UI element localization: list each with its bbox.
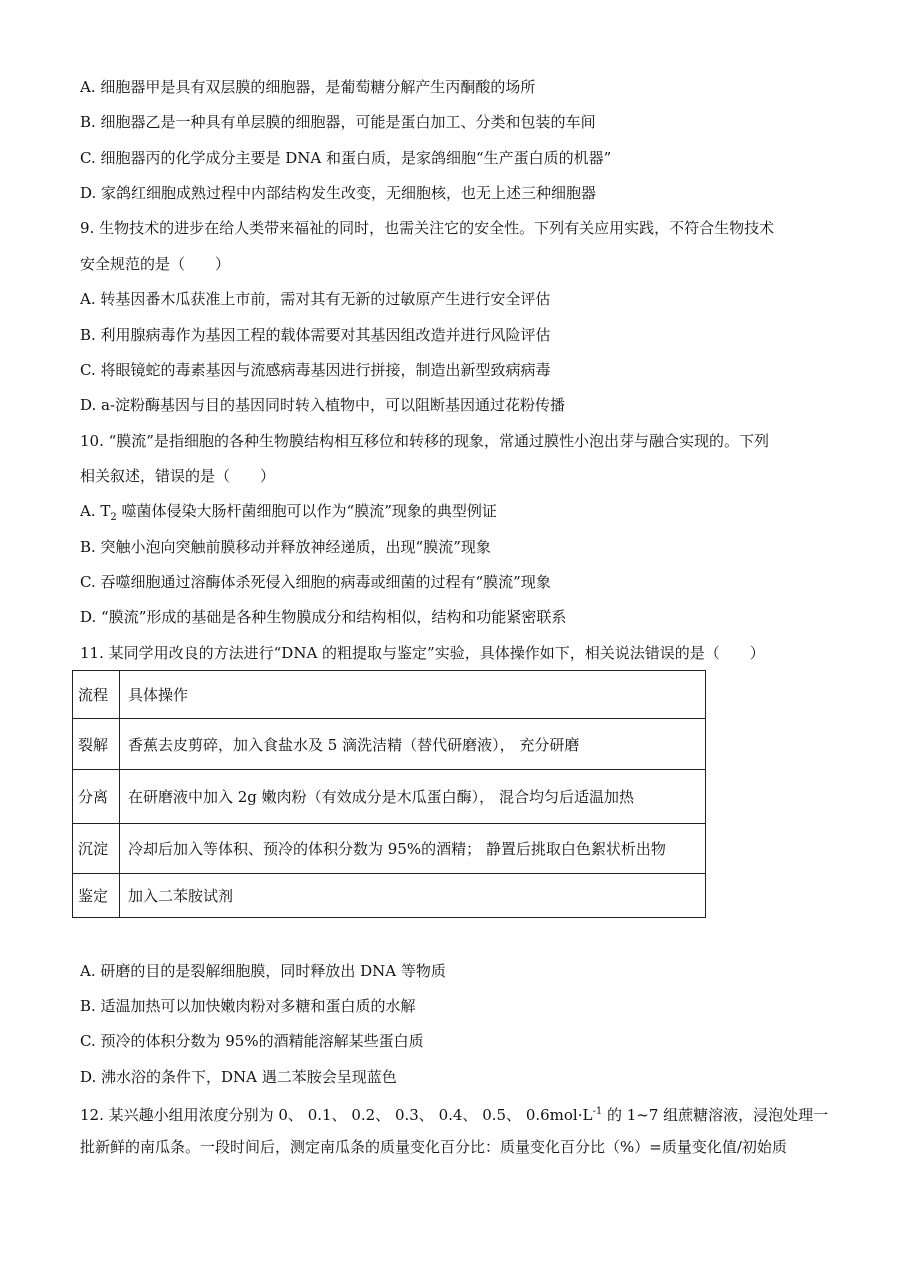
q10-option-a	[80, 501, 497, 528]
q10-option-c: C. 吞噬细胞通过溶酶体杀死侵入细胞的病毒或细菌的过程有“膜流”现象	[80, 573, 551, 591]
q10-option-d: D. “膜流”形成的基础是各种生物膜成分和结构相似，结构和功能紧密联系	[80, 608, 567, 626]
q12-unit-exponent: -1	[592, 1106, 603, 1117]
table-header-cell: 流程	[73, 671, 120, 719]
table-header-row	[73, 671, 706, 719]
q10-option-a-prefix: A. T	[80, 502, 111, 520]
q9-option-c: C. 将眼镜蛇的毒素基因与流感病毒基因进行拼接，制造出新型致病病毒	[80, 361, 551, 379]
table-cell-operation: 香蕉去皮剪碎，加入食盐水及 5 滴洗洁精（替代研磨液）， 充分研磨	[120, 719, 706, 770]
table-row	[73, 874, 706, 918]
q10-stem-line1: 10. “膜流”是指细胞的各种生物膜结构相互移位和转移的现象，常通过膜性小泡出芽与融合实现的。下列	[80, 432, 769, 450]
q12-stem-line2: 批新鲜的南瓜条。一段时间后，测定南瓜条的质量变化百分比：质量变化百分比（%）=质量变化值/初始质	[80, 1138, 787, 1156]
q11-option-c: C. 预冷的体积分数为 95%的酒精能溶解某些蛋白质	[80, 1032, 424, 1050]
q8-option-d: D. 家鸽红细胞成熟过程中内部结构发生改变，无细胞核，也无上述三种细胞器	[80, 184, 597, 202]
procedure-table	[72, 670, 706, 918]
q12-stem-line1-text: 12. 某兴趣小组用浓度分别为 0、 0.1、 0.2、 0.3、 0.4、 0.5、 0.6mol·L	[80, 1106, 593, 1124]
table-cell-operation: 在研磨液中加入 2g 嫩肉粉（有效成分是木瓜蛋白酶）， 混合均匀后适温加热	[120, 770, 706, 824]
q8-option-c: C. 细胞器丙的化学成分主要是 DNA 和蛋白质，是家鸽细胞“生产蛋白质的机器”	[80, 149, 612, 167]
q11-option-d: D. 沸水浴的条件下，DNA 遇二苯胺会呈现蓝色	[80, 1068, 397, 1086]
q9-option-a: A. 转基因番木瓜获准上市前，需对其有无新的过敏原产生进行安全评估	[80, 290, 551, 308]
q9-option-d: D. a-淀粉酶基因与目的基因同时转入植物中，可以阻断基因通过花粉传播	[80, 396, 566, 414]
q11-stem: 11. 某同学用改良的方法进行“DNA 的粗提取与鉴定”实验，具体操作如下，相关说法错误的是（ ）	[80, 644, 765, 662]
table-cell-step: 沉淀	[73, 824, 120, 874]
table-row	[73, 719, 706, 770]
q10-option-a-subscript: 2	[110, 512, 117, 523]
table-cell-step: 裂解	[73, 719, 120, 770]
q10-stem-line2: 相关叙述，错误的是（ ）	[80, 467, 276, 485]
table-cell-step: 鉴定	[73, 874, 120, 918]
q9-stem-line1: 9. 生物技术的进步在给人类带来福祉的同时，也需关注它的安全性。下列有关应用实践，不符合生物技术	[80, 219, 775, 237]
q9-stem-line2: 安全规范的是（ ）	[80, 255, 231, 273]
table-row	[73, 824, 706, 874]
table-row	[73, 770, 706, 824]
table-cell-operation: 冷却后加入等体积、预冷的体积分数为 95%的酒精； 静置后挑取白色絮状析出物	[120, 824, 706, 874]
q10-option-b: B. 突触小泡向突触前膜移动并释放神经递质，出现“膜流”现象	[80, 538, 491, 556]
q8-option-b: B. 细胞器乙是一种具有单层膜的细胞器，可能是蛋白加工、分类和包装的车间	[80, 113, 596, 131]
table-cell-step: 分离	[73, 770, 120, 824]
q12-stem-line1	[80, 1102, 828, 1125]
q12-stem-line1-text-cont: 的 1~7 组蔗糖溶液，浸泡处理一	[602, 1106, 829, 1124]
q9-option-b: B. 利用腺病毒作为基因工程的载体需要对其基因组改造并进行风险评估	[80, 326, 551, 344]
q11-option-b: B. 适温加热可以加快嫩肉粉对多糖和蛋白质的水解	[80, 997, 416, 1015]
table-header-cell: 具体操作	[120, 671, 706, 719]
q8-option-a: A. 细胞器甲是具有双层膜的细胞器，是葡萄糖分解产生丙酮酸的场所	[80, 78, 536, 96]
table-cell-operation: 加入二苯胺试剂	[120, 874, 706, 918]
q11-option-a: A. 研磨的目的是裂解细胞膜，同时释放出 DNA 等物质	[80, 962, 446, 980]
q10-option-a-text: 噬菌体侵染大肠杆菌细胞可以作为“膜流”现象的典型例证	[116, 502, 497, 520]
